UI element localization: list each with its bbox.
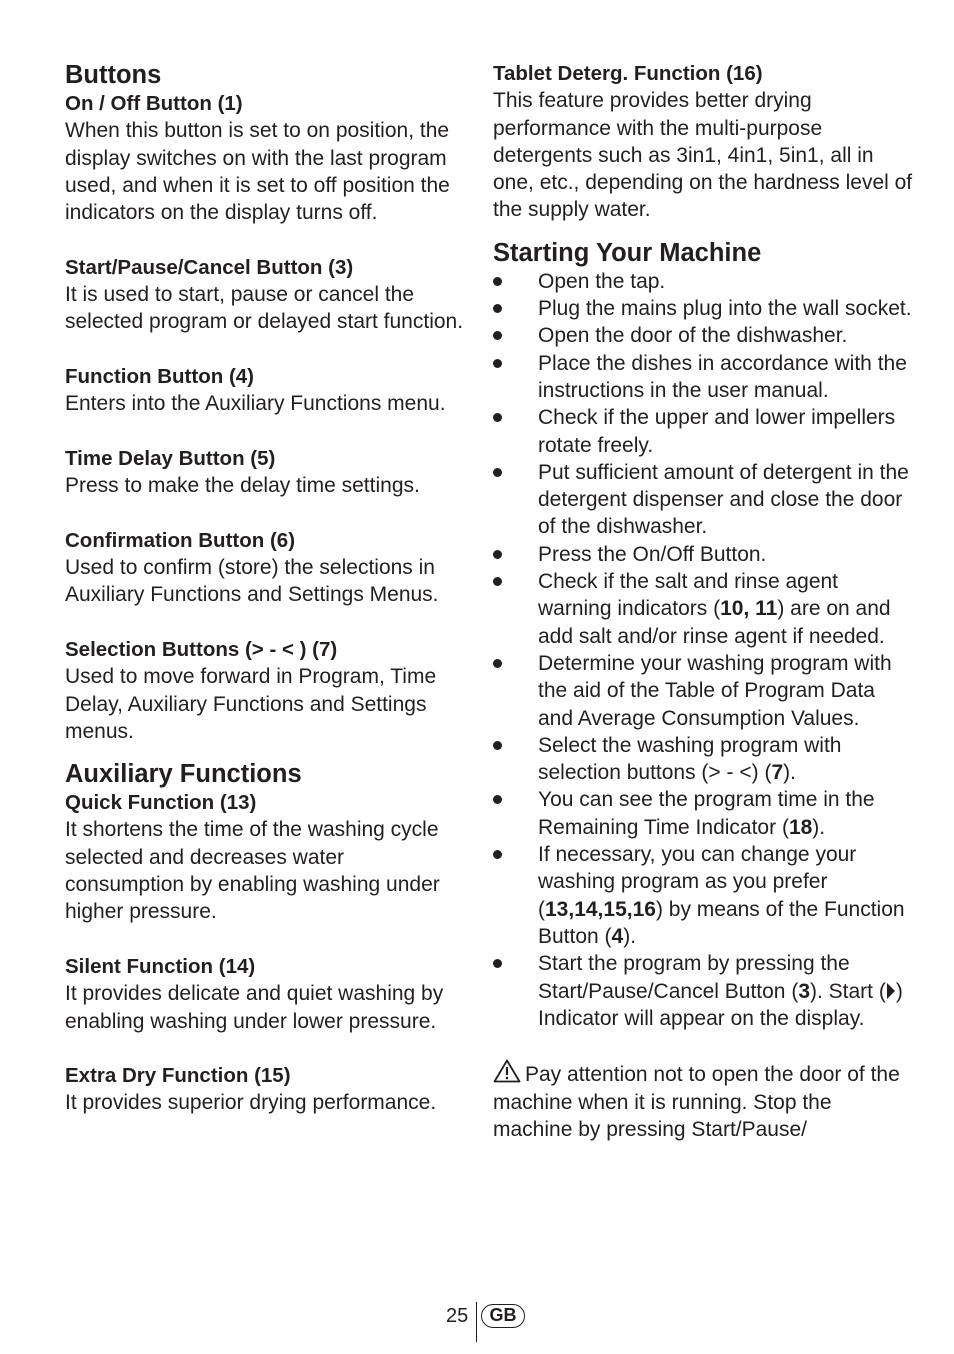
step-text: Check if the upper and lower impellers rotate freely.: [538, 406, 896, 457]
buttons-heading: Buttons: [65, 61, 162, 89]
step-text: Press the On/Off Button.: [538, 542, 767, 566]
step-text: Open the door of the dishwasher.: [538, 324, 848, 348]
start-title: Start/Pause/Cancel Button (3): [65, 255, 354, 279]
delay-text: Press to make the delay time settings.: [65, 474, 420, 498]
confirm-title: Confirmation Button (6): [65, 528, 296, 552]
step-text: If necessary, you can change your washing program as you prefer (: [538, 843, 857, 921]
starting-heading: Starting Your Machine: [493, 238, 762, 267]
bullet-icon: [493, 359, 502, 368]
bullet-icon: [493, 304, 502, 313]
footer-divider: [476, 1302, 477, 1342]
onoff-text: When this button is set to on position, the display switches on with the last program used, and when it is set to off position the indicators on the display turns off.: [65, 119, 450, 225]
bullet-icon: [493, 331, 502, 340]
list-item: [493, 541, 913, 568]
bullet-icon: [493, 959, 502, 968]
play-triangle-icon: [886, 982, 896, 1000]
quick-title: Quick Function (13): [65, 791, 257, 815]
list-item: [493, 268, 913, 295]
list-item: [493, 404, 913, 459]
function-title: Function Button (4): [65, 364, 255, 388]
step-text: ) by means of the Function Button (: [538, 897, 905, 948]
step-text: ).: [623, 924, 637, 948]
step-text: Determine your washing program with the aid of the Table of Program Data and Average Consumption Values.: [538, 651, 892, 730]
silent-title: Silent Function (14): [65, 954, 256, 978]
step-text: Check if the salt and rinse agent warning indicators (: [538, 570, 839, 621]
extradry-title: Extra Dry Function (15): [65, 1064, 291, 1088]
step-text: ).: [812, 815, 826, 839]
bullet-icon: [493, 659, 502, 668]
step-text: Place the dishes in accordance with the instructions in the user manual.: [538, 351, 907, 402]
warning-triangle-icon: [493, 1059, 521, 1083]
list-item: [493, 350, 913, 405]
bullet-icon: [493, 741, 502, 750]
step-ref: 18: [788, 815, 813, 839]
steps-list: [493, 268, 913, 1032]
list-item: [493, 459, 913, 541]
list-item: [493, 841, 913, 950]
step-text: ).: [783, 761, 796, 785]
bullet-icon: [493, 413, 502, 422]
bullet-icon: [493, 550, 502, 559]
start-text: It is used to start, pause or cancel the selected program or delayed start function.: [65, 283, 464, 334]
step-text: ) are on and add salt and/or rinse agent if needed.: [538, 597, 891, 648]
onoff-title: On / Off Button (1): [65, 92, 243, 115]
function-text: Enters into the Auxiliary Functions menu.: [65, 392, 446, 416]
step-ref: 7: [771, 761, 784, 785]
list-item: [493, 650, 913, 732]
step-ref: 10, 11: [720, 597, 778, 621]
step-text: You can see the program time in the Remaining Time Indicator (: [538, 788, 875, 839]
bullet-icon: [493, 795, 502, 804]
step-text: Open the tap.: [538, 269, 666, 293]
confirm-text: Used to confirm (store) the selections in Auxiliary Functions and Settings Menus.: [65, 556, 439, 607]
list-item: [493, 322, 913, 349]
delay-title: Time Delay Button (5): [65, 446, 276, 470]
step-text: Select the washing program with selection buttons (> - <) (: [538, 733, 842, 785]
extradry-text: It provides superior drying performance.: [65, 1091, 437, 1115]
language-badge: GB: [481, 1304, 525, 1328]
list-item: [493, 786, 913, 841]
bullet-icon: [493, 577, 502, 586]
step-text: ). Start (: [810, 979, 886, 1003]
step-text: Put sufficient amount of detergent in the detergent dispenser and close the door of the dishwasher.: [538, 460, 909, 539]
step-text: Plug the mains plug into the wall socket.: [538, 297, 912, 321]
page-number: 25: [446, 1305, 469, 1327]
step-ref: 13,14,15,16: [545, 897, 656, 921]
list-item: [493, 295, 913, 322]
tablet-text: This feature provides better drying performance with the multi-purpose detergents such as 3in1, 4in1, 5in1, all in one, etc., depending on the hardness level of the supply water.: [493, 89, 913, 222]
list-item: [493, 950, 913, 1032]
selection-text: Used to move forward in Program, Time Delay, Auxiliary Functions and Settings menus.: [65, 665, 437, 743]
bullet-icon: [493, 850, 502, 859]
selection-title: Selection Buttons (> - < ) (7): [65, 637, 338, 661]
step-text: ) Indicator will appear on the display.: [538, 979, 903, 1030]
right-column: [493, 60, 913, 1143]
aux-heading: Auxiliary Functions: [65, 760, 302, 789]
quick-text: It shortens the time of the washing cycle selected and decreases water consumption by enabling washing under higher pressure.: [65, 818, 440, 924]
bullet-icon: [493, 468, 502, 477]
warning-text: Pay attention not to open the door of the machine when it is running. Stop the machine by pressing Start/Pause/: [493, 1063, 900, 1141]
step-ref: 3: [798, 979, 810, 1003]
left-column: [65, 60, 465, 1117]
step-text: Start the program by pressing the Start/Pause/Cancel Button (: [538, 952, 850, 1003]
warning-note: [493, 1059, 913, 1143]
page-footer: [446, 1302, 546, 1342]
step-ref: 4: [611, 924, 624, 948]
bullet-icon: [493, 277, 502, 286]
list-item: [493, 732, 913, 787]
list-item: [493, 568, 913, 650]
silent-text: It provides delicate and quiet washing by enabling washing under lower pressure.: [65, 982, 444, 1033]
tablet-title: Tablet Deterg. Function (16): [493, 62, 763, 85]
